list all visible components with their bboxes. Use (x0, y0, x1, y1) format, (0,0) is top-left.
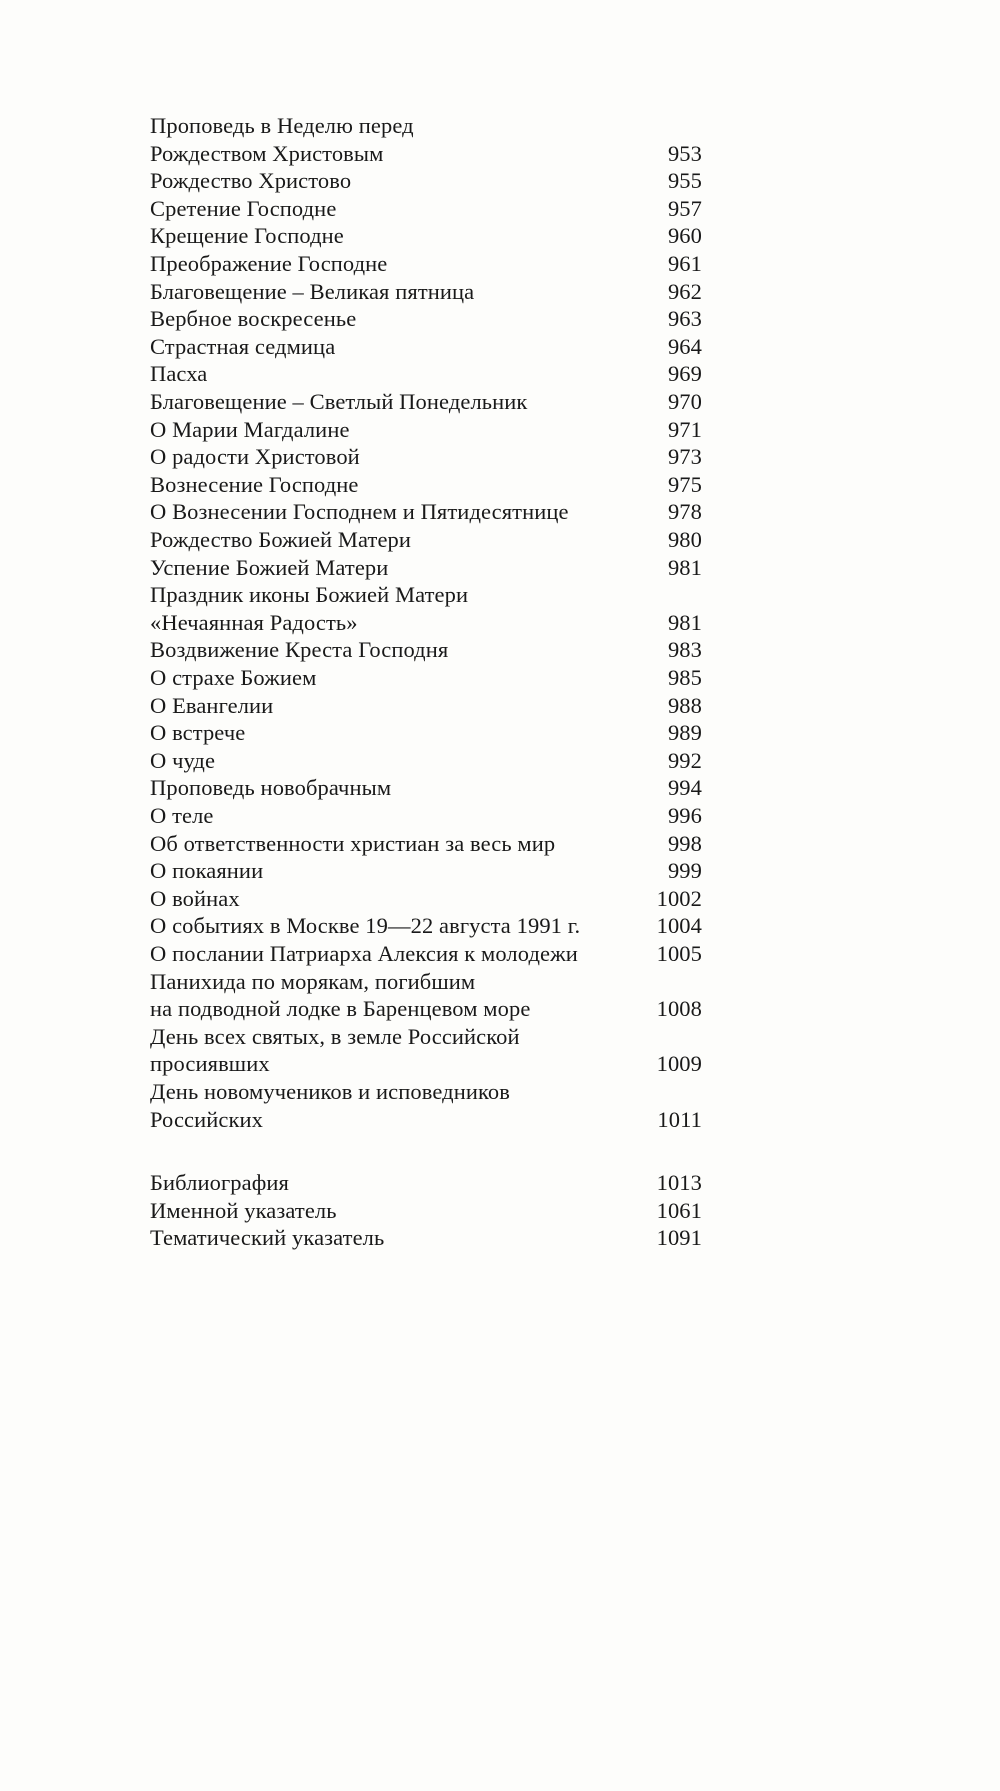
toc-entry-title: Преображение Господне (150, 251, 388, 276)
toc-entry-page-number: 973 (667, 444, 702, 470)
toc-entry-line (150, 802, 710, 830)
toc-entry-title: Благовещение – Светлый Понедельник (150, 389, 528, 414)
toc-entry-page-number: 980 (667, 527, 702, 552)
toc-entry-title: Успение Божией Матери (150, 554, 389, 580)
toc-entry-title: О страхе Божием (150, 665, 317, 690)
toc-entry-page-number: 963 (667, 306, 702, 332)
toc-entry-page-number: 975 (667, 471, 702, 497)
toc-entry-title: О послании Патриарха Алексия к молодежи (150, 941, 578, 966)
toc-entry-line (150, 609, 710, 637)
toc-entry-page-number: 1004 (656, 913, 702, 939)
toc-entry-page-number: 1002 (656, 885, 702, 911)
toc-entry-line (150, 360, 710, 388)
toc-entry-line (150, 912, 710, 940)
toc-entry-line (150, 140, 710, 168)
toc-entry-page-number: 985 (667, 665, 702, 690)
toc-entry-page-number: 969 (667, 361, 702, 387)
toc-entry-title: О радости Христовой (150, 444, 360, 470)
toc-entry-line (150, 774, 710, 802)
toc-entry-title: Российских (150, 1106, 264, 1132)
toc-entry-page-number: 964 (667, 333, 702, 359)
toc-entry-title: Рождеством Христовым (150, 140, 384, 166)
toc-entry-page-number: 978 (667, 499, 702, 525)
toc-entry-page-number: 983 (667, 637, 702, 663)
toc-entry-page-number: 971 (667, 416, 702, 442)
toc-entry-page-number: 988 (667, 692, 702, 718)
toc-entry-title: О встрече (150, 720, 246, 746)
toc-entry-line (150, 1224, 710, 1252)
toc-entry-line (150, 719, 710, 747)
toc-entry-title: Рождество Христово (150, 168, 352, 194)
toc-entry-title: День новомучеников и исповедников (150, 1079, 510, 1104)
toc-entry-line (150, 581, 710, 609)
toc-entry-page-number: 996 (667, 803, 702, 828)
toc-entry-page-number: 981 (667, 554, 702, 580)
toc-entry-page-number: 1013 (656, 1170, 702, 1196)
toc-entry-title: Проповедь новобрачным (150, 775, 392, 801)
toc-entry-page-number: 960 (667, 223, 702, 249)
toc-entry-page-number: 957 (667, 195, 702, 221)
toc-entry-title: Праздник иконы Божией Матери (150, 582, 469, 608)
toc-entry-line (150, 305, 710, 333)
toc-entry-line (150, 222, 710, 250)
toc-entry-line (150, 692, 710, 720)
toc-entry-title: О войнах (150, 885, 240, 911)
toc-entry-page-number: 962 (667, 278, 702, 304)
toc-entry-line (150, 1106, 710, 1134)
toc-entry-title: Тематический указатель (150, 1225, 385, 1251)
toc-entry-line (150, 498, 710, 526)
toc-entry-title: Сретение Господне (150, 195, 337, 221)
toc-entry-page-number: 994 (667, 775, 702, 801)
toc-entry-title: Именной указатель (150, 1197, 337, 1223)
toc-entry-line (150, 526, 710, 554)
toc-entry-line (150, 830, 710, 858)
toc-entry-title: О Вознесении Господнем и Пятидесятнице (150, 499, 569, 525)
toc-entry-title: О чуде (150, 747, 216, 773)
toc-entry-line (150, 250, 710, 278)
toc-entry-title: О Марии Магдалине (150, 416, 350, 442)
toc-entry-title: на подводной лодке в Баренцевом море (150, 996, 531, 1022)
toc-entry-line (150, 995, 710, 1023)
toc-entry-title: Вербное воскресенье (150, 306, 357, 332)
toc-entry-title: Панихида по морякам, погибшим (150, 968, 476, 994)
toc-entry-title: О теле (150, 803, 214, 828)
toc-entry-line (150, 1050, 710, 1078)
toc-entry-line (150, 636, 710, 664)
toc-entry-page-number: 1011 (657, 1106, 702, 1132)
toc-entry-title: Рождество Божией Матери (150, 527, 412, 552)
toc-entry-page-number: 970 (667, 389, 702, 414)
toc-entry-line (150, 333, 710, 361)
toc-entry-line (150, 885, 710, 913)
toc-entry-line (150, 1169, 710, 1197)
toc-entry-title: Вознесение Господне (150, 471, 359, 497)
toc-entry-line (150, 278, 710, 306)
toc-entry-line (150, 388, 710, 416)
toc-entry-title: просиявших (150, 1051, 270, 1077)
toc-entry-page-number: 989 (667, 720, 702, 746)
toc-entry-title: Благовещение – Великая пятница (150, 278, 475, 304)
toc-entry-page-number: 1005 (656, 941, 702, 966)
toc-entry-page-number: 1091 (656, 1225, 702, 1251)
toc-entry-page-number: 999 (667, 858, 702, 884)
toc-entry-title: О Евангелии (150, 692, 274, 718)
toc-entry-page-number: 1008 (656, 996, 702, 1022)
toc-entry-page-number: 981 (667, 609, 702, 635)
toc-entry-line (150, 443, 710, 471)
toc-entry-title: Об ответственности христиан за весь мир (150, 830, 556, 856)
toc-entry-title: О событиях в Москве 19—22 августа 1991 г. (150, 913, 581, 939)
toc-entry-line (150, 167, 710, 195)
toc-entry-page-number: 961 (667, 251, 702, 276)
toc-entry-title: О покаянии (150, 858, 264, 884)
toc-entry-page-number: 1061 (656, 1197, 702, 1223)
toc-entry-page-number: 955 (667, 168, 702, 194)
toc-entry-line (150, 857, 710, 885)
toc-entry-title: Крещение Господне (150, 223, 344, 249)
toc-entry-page-number: 998 (667, 830, 702, 856)
toc-entry-line (150, 112, 710, 140)
toc-entry-line (150, 1197, 710, 1225)
toc-entry-page-number: 953 (667, 140, 702, 166)
toc-entry-page-number: 992 (667, 747, 702, 773)
toc-entry-line (150, 968, 710, 996)
toc-entry-line (150, 195, 710, 223)
toc-entry-title: Пасха (150, 361, 208, 387)
toc-entry-title: Воздвижение Креста Господня (150, 637, 449, 663)
toc-entry-title: Библиография (150, 1170, 290, 1196)
toc-entry-title: День всех святых, в земле Российской (150, 1023, 520, 1049)
toc-entry-line (150, 416, 710, 444)
toc-entry-line (150, 1078, 710, 1106)
toc-entry-page-number: 1009 (656, 1051, 702, 1077)
toc-entry-title: «Нечаянная Радость» (150, 609, 358, 635)
toc-entry-line (150, 747, 710, 775)
toc-entry-line (150, 940, 710, 968)
toc-entry-line (150, 554, 710, 582)
toc-entry-title: Проповедь в Неделю перед (150, 113, 414, 138)
toc-entry-line (150, 471, 710, 499)
toc-entry-title: Страстная седмица (150, 333, 336, 359)
toc-entry-line (150, 1023, 710, 1051)
toc-entry-line (150, 664, 710, 692)
